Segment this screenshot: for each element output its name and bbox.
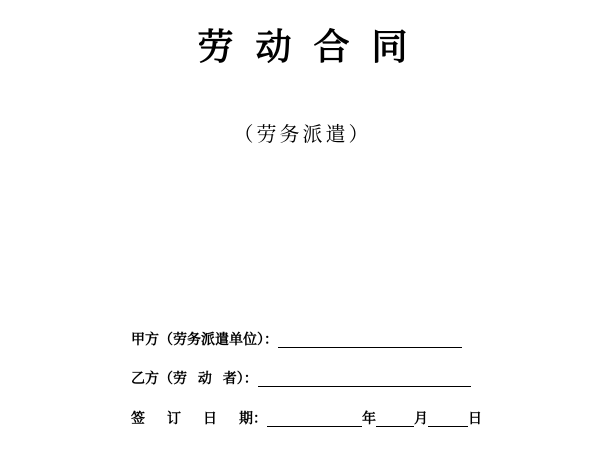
sign-date-char-3: 日 — [203, 411, 217, 427]
party-b-label-mid: 动 — [197, 371, 212, 387]
party-b-row — [131, 368, 471, 390]
year-label: 年 — [362, 411, 376, 427]
document-subtitle: （劳务派遣） — [233, 122, 372, 146]
sign-date-row — [131, 408, 482, 430]
day-field[interactable] — [428, 410, 468, 427]
sign-date-char-1: 签 — [131, 411, 145, 427]
day-label: 日 — [468, 411, 482, 427]
party-a-label: 甲方（劳务派遣单位）： — [131, 332, 278, 348]
sign-date-char-2: 订 — [167, 411, 181, 427]
party-b-label-prefix: 乙方（劳 — [131, 371, 187, 387]
party-a-field[interactable] — [278, 331, 462, 348]
document-title: 劳动合同 — [197, 27, 430, 68]
year-field[interactable] — [267, 410, 362, 427]
party-b-field[interactable] — [258, 370, 471, 387]
sign-date-char-4: 期： — [239, 411, 267, 427]
month-label: 月 — [414, 411, 428, 427]
party-b-label-suffix: 者）： — [222, 371, 258, 387]
month-field[interactable] — [376, 410, 414, 427]
party-a-row — [131, 329, 462, 351]
